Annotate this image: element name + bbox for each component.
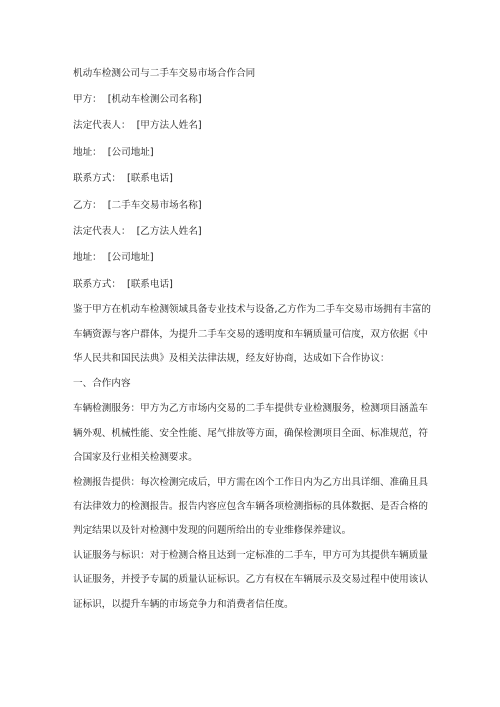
section-heading: 一、合作内容 xyxy=(73,378,131,390)
party-b-contact-value: [联系电话] xyxy=(126,278,173,290)
party-b-contact-label: 联系方式： xyxy=(73,278,121,290)
party-a-contact-label: 联系方式： xyxy=(73,173,121,185)
party-b-addr-label: 地址： xyxy=(73,252,102,264)
clause-paragraph: 检测报告提供：每次检测完成后，甲方需在凶个工作日内为乙方出具详细、准确且具有法律效力的检测报告。报告内容应包含车辆各项检测指标的具体数据、是否合格的判定结果以及针对检测中发现的问题所给出的专业维修保养建议。 xyxy=(73,476,428,537)
party-a-rep-line xyxy=(73,113,433,139)
party-a-addr-label: 地址： xyxy=(73,146,102,158)
party-b-contact-line xyxy=(73,272,433,298)
party-a-addr-line xyxy=(73,140,433,166)
party-a-addr-value: [公司地址] xyxy=(107,146,154,158)
party-a-name-value: [机动车检测公司名称] xyxy=(107,94,202,105)
party-b-name-label: 乙方： xyxy=(73,199,102,211)
party-a-contact-value: [联系电话] xyxy=(126,173,173,185)
party-b-addr-value: [公司地址] xyxy=(107,252,154,264)
document-title: 机动车检测公司与二手车交易市场合作合同 xyxy=(73,68,256,79)
party-a-name-line xyxy=(73,87,433,113)
party-b-name-value: [二手车交易市场名称] xyxy=(107,199,202,211)
party-b-rep-label: 法定代表人： xyxy=(73,225,131,237)
party-b-rep-line xyxy=(73,219,433,245)
party-a-rep-value: [甲方法人姓名] xyxy=(136,120,202,132)
clause-paragraph: 认证服务与标识：对于检测合格且达到一定标准的二手车，甲方可为其提供车辆质量认证服务，并授予专属的质量认证标识。乙方有权在车辆展示及交易过程中使用该认证标识，以提升车辆的市场竞争力和消费者信任度。 xyxy=(73,549,428,610)
party-b-rep-value: [乙方法人姓名] xyxy=(136,225,202,237)
party-a-rep-label: 法定代表人： xyxy=(73,120,131,132)
party-b-name-line xyxy=(73,193,433,219)
document-body xyxy=(73,64,433,617)
party-a-name-label: 甲方： xyxy=(73,94,102,105)
party-b-addr-line xyxy=(73,245,433,271)
preamble-paragraph: 鉴于甲方在机动车检测领域具备专业技术与设备,乙方作为二手车交易市场拥有丰富的车辆资源与客户群体，为提升二手车交易的透明度和车辆质量可信度，双方依据《中华人民共和国民法典》及相关法律法规，经友好协商，达成如下合作协议： xyxy=(73,304,432,364)
clause-paragraph: 车辆检测服务：甲方为乙方市场内交易的二手车提供专业检测服务，检测项目涵盖车辆外观、机械性能、安全性能、尾气排放等方面，确保检测项目全面、标准规范，符合国家及行业相关检测要求。 xyxy=(73,403,428,464)
party-a-contact-line xyxy=(73,166,433,192)
